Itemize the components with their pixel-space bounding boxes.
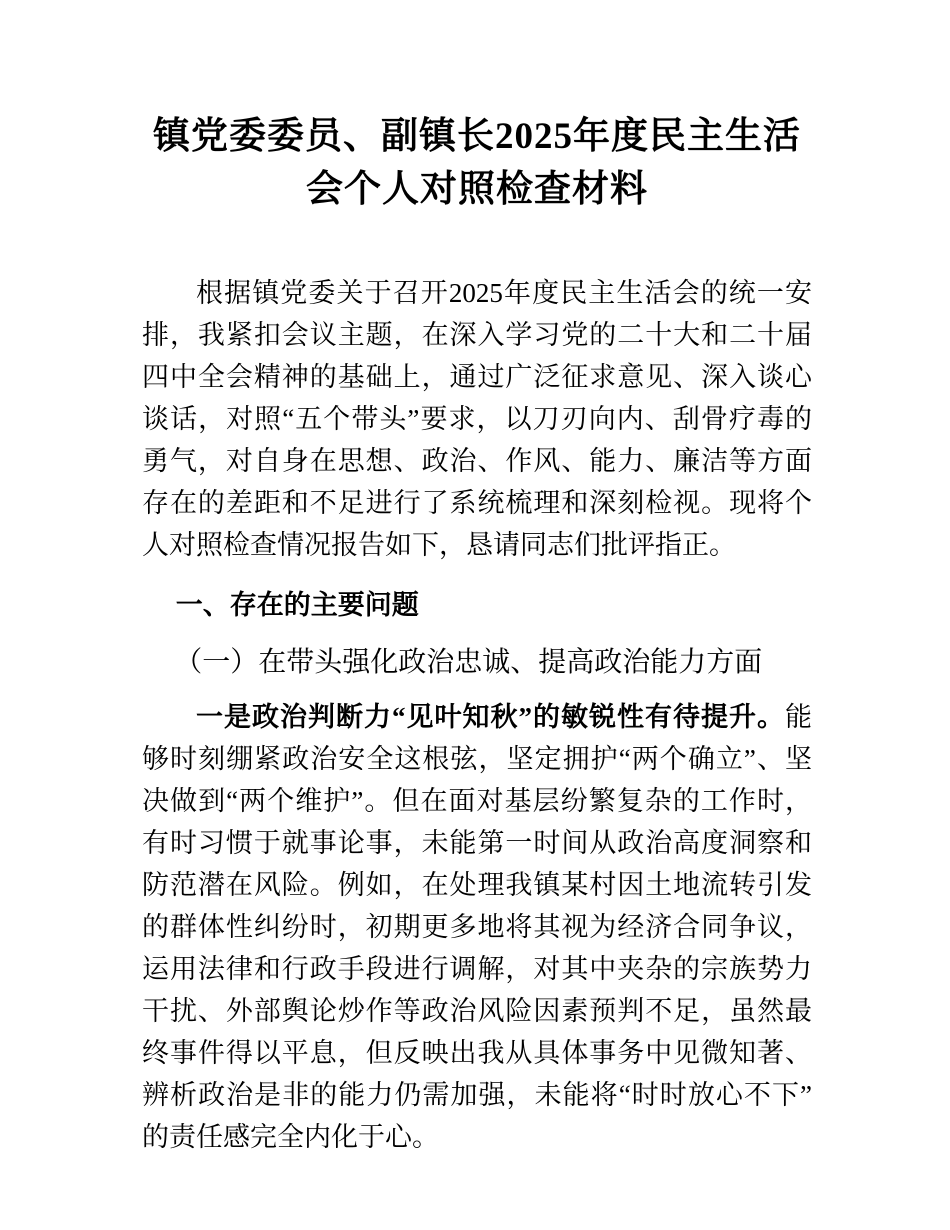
document-title: 镇党委委员、副镇长2025年度民主生活会个人对照检查材料 (153, 116, 801, 210)
section-1-heading: 一、存在的主要问题 (175, 590, 419, 620)
intro-paragraph: 根据镇党委关于召开2025年度民主生活会的统一安排，我紧扣会议主题，在深入学习党的二十大和二十届四中全会精神的基础上，通过广泛征求意见、深入谈心谈话，对照“五个带头”要求，以刀刃向内、刮骨疗毒的勇气，对自身在思想、政治、作风、能力、廉洁等方面存在的差距和不足进行了系统梳理和深刻检视。现将个人对照检查情况报告如下，恳请同志们批评指正。 (142, 278, 812, 560)
item-1-paragraph (142, 696, 812, 1158)
subsection-1-heading: （一）在带头强化政治忠诚、提高政治能力方面 (174, 647, 763, 678)
item-1-lead-sentence: 一是政治判断力“见叶知秋”的敏锐性有待提升。 (196, 702, 785, 732)
item-1-body-text: 能够时刻绷紧政治安全这根弦，坚定拥护“两个确立”、坚决做到“两个维护”。但在面对基层纷繁复杂的工作时，有时习惯于就事论事，未能第一时间从政治高度洞察和防范潜在风险。例如，在处理我镇某村因土地流转引发的群体性纠纷时，初期更多地将其视为经济合同争议，运用法律和行政手段进行调解，对其中夹杂的宗族势力干扰、外部舆论炒作等政治风险因素预判不足，虽然最终事件得以平息，但反映出我从具体事务中见微知著、辨析政治是非的能力仍需加强，未能将“时时放心不下”的责任感完全内化于心。 (142, 702, 812, 1152)
